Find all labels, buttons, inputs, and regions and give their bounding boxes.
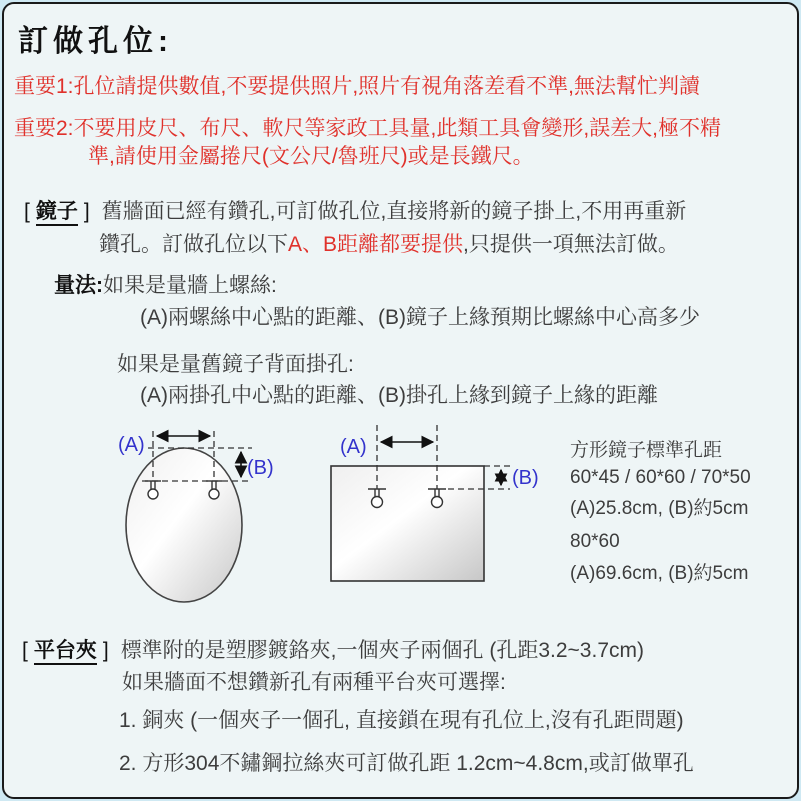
clamp-option-1: 1. 銅夾 (一個夾子一個孔, 直接鎖在現有孔位上,沒有孔距問題) bbox=[119, 709, 684, 732]
clamp-section-line-2: 如果牆面不想鑽新孔有兩種平台夾可選擇: bbox=[122, 671, 506, 694]
mirror-hole-diagram bbox=[104, 419, 544, 619]
clamp-text-line-1: 標準附的是塑膠鍍鉻夾,一個夾子兩個孔 (孔距3.2~3.7cm) bbox=[120, 639, 644, 662]
mirror-text-line-2-post: ,只提供一項無法訂做。 bbox=[463, 233, 679, 256]
specs-row2-holes: (A)69.6cm, (B)約5cm bbox=[570, 563, 749, 584]
clamp-section-line-1 bbox=[22, 636, 644, 666]
clamp-bracket-open: [ bbox=[22, 639, 28, 662]
notice-panel bbox=[2, 2, 799, 799]
clamp-bracket-close: ] bbox=[102, 639, 109, 662]
specs-heading: 方形鏡子標準孔距 bbox=[570, 440, 723, 461]
specs-row1-sizes: 60*45 / 60*60 / 70*50 bbox=[570, 467, 751, 488]
oval-label-b: (B) bbox=[247, 457, 274, 479]
measure-case-1: 如果是量牆上螺絲: bbox=[103, 274, 277, 297]
rect-label-b: (B) bbox=[512, 467, 539, 489]
mirror-text-line-1: 舊牆面已經有鑽孔,可訂做孔位,直接將新的鏡子掛上,不用再重新 bbox=[101, 200, 687, 223]
oval-mirror-diagram bbox=[118, 431, 274, 602]
mirror-text-line-2-red: A、B距離都要提供 bbox=[288, 233, 464, 256]
clamp-option-2: 2. 方形304不鏽鋼拉絲夾可訂做孔距 1.2cm~4.8cm,或訂做單孔 bbox=[119, 752, 694, 775]
warning-2-line-2: 準,請使用金屬捲尺(文公尺/魯班尺)或是長鐵尺。 bbox=[88, 145, 534, 168]
measure-label: 量法: bbox=[54, 274, 103, 297]
specs-row2-sizes: 80*60 bbox=[570, 531, 620, 552]
clamp-section-label: 平台夾 bbox=[34, 639, 97, 665]
specs-row1-holes: (A)25.8cm, (B)約5cm bbox=[570, 498, 749, 519]
warning-2-line-1: 重要2:不要用皮尺、布尺、軟尺等家政工具量,此類工具會變形,誤差大,極不精 bbox=[14, 117, 722, 140]
oval-label-a: (A) bbox=[118, 434, 145, 456]
oval-mirror-shape bbox=[126, 448, 242, 602]
page-title: 訂做孔位: bbox=[18, 25, 173, 58]
mirror-bracket-close: ] bbox=[83, 200, 90, 223]
rect-mirror-shape bbox=[331, 466, 484, 581]
rect-mirror-diagram bbox=[331, 425, 539, 581]
rect-label-a: (A) bbox=[340, 436, 367, 458]
mirror-bracket-open: [ bbox=[24, 200, 30, 223]
mirror-text-line-2-pre: 鑽孔。訂做孔位以下 bbox=[99, 233, 288, 256]
warning-1: 重要1:孔位請提供數值,不要提供照片,照片有視角落差看不準,無法幫忙判讀 bbox=[14, 75, 701, 98]
mirror-section-label: 鏡子 bbox=[36, 200, 78, 226]
mirror-section-line-1 bbox=[24, 197, 686, 227]
measure-case-2: 如果是量舊鏡子背面掛孔: bbox=[117, 353, 354, 376]
measure-detail-1: (A)兩螺絲中心點的距離、(B)鏡子上緣預期比螺絲中心高多少 bbox=[140, 306, 700, 329]
mirror-section-line-2 bbox=[99, 230, 679, 260]
measure-detail-2: (A)兩掛孔中心點的距離、(B)掛孔上緣到鏡子上緣的距離 bbox=[140, 384, 658, 407]
measure-method-line bbox=[54, 271, 277, 301]
